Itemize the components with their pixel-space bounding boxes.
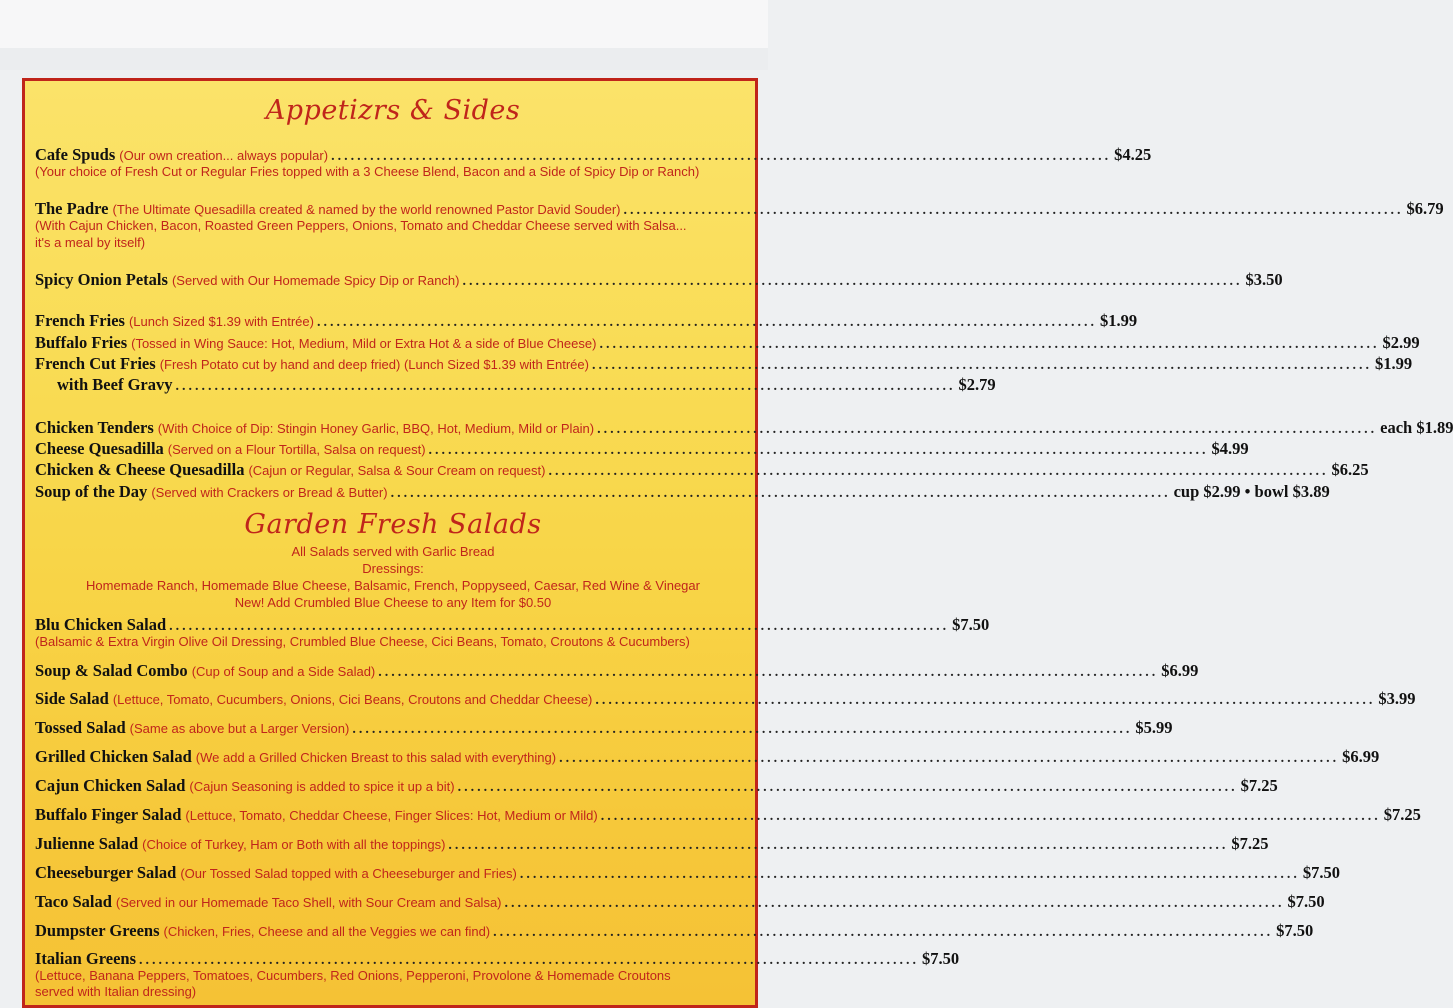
item-desc: (Choice of Turkey, Ham or Both with all the toppings) xyxy=(142,837,446,852)
item-desc: (With Choice of Dip: Stingin Honey Garlic, BBQ, Hot, Medium, Mild or Plain) xyxy=(157,421,595,436)
item-name: Buffalo Finger Salad xyxy=(35,805,182,824)
item-price: $7.25 xyxy=(1231,834,1269,853)
item-name: Buffalo Fries xyxy=(35,333,128,352)
item-desc: (Cup of Soup and a Side Salad) xyxy=(191,664,376,679)
dot-leader: ........................................................................................................................ xyxy=(595,693,1376,708)
item-name: Cajun Chicken Salad xyxy=(35,776,186,795)
menu-item-french-fries xyxy=(35,311,1138,330)
menu-item-french-cut-fries xyxy=(35,354,1413,373)
item-price: $7.50 xyxy=(1302,863,1340,882)
item-name: Grilled Chicken Salad xyxy=(35,747,192,766)
item-name: Tossed Salad xyxy=(35,718,126,737)
item-price: cup $2.99 • bowl $3.89 xyxy=(1173,482,1330,501)
dot-leader: ........................................................................................................................ xyxy=(139,953,919,968)
dot-leader: ........................................................................................................................ xyxy=(591,358,1372,373)
item-price: $7.50 xyxy=(922,949,960,968)
menu-item-side-salad xyxy=(35,689,1416,708)
menu-item-soup-salad-combo xyxy=(35,661,1199,680)
dot-leader: ........................................................................................................................ xyxy=(597,422,1378,437)
item-desc: (Lettuce, Tomato, Cucumbers, Onions, Cici Beans, Croutons and Cheddar Cheese) xyxy=(112,692,593,707)
item-price: $7.25 xyxy=(1240,776,1278,795)
item-name: Taco Salad xyxy=(35,892,112,911)
item-subdesc: (Balsamic & Extra Virgin Olive Oil Dressing, Crumbled Blue Cheese, Cici Beans, Tomato, Croutons & Cucumbers) xyxy=(35,634,690,649)
menu-item-tossed-salad xyxy=(35,718,1173,737)
dot-leader: ........................................................................................................................ xyxy=(169,619,950,634)
menu-item-grilled-chicken-salad xyxy=(35,747,1380,766)
dot-leader: ........................................................................................................................ xyxy=(390,486,1171,501)
item-subdesc: (Your choice of Fresh Cut or Regular Fries topped with a 3 Cheese Blend, Bacon and a Side of Spicy Dip or Ranch) xyxy=(35,164,700,179)
item-desc: (Served on a Flour Tortilla, Salsa on request) xyxy=(167,442,426,457)
item-price: $7.50 xyxy=(1287,892,1325,911)
item-name: Side Salad xyxy=(35,689,109,708)
menu-item-soup-of-the-day xyxy=(35,482,1330,501)
menu-item-cafe-spuds xyxy=(35,145,1152,164)
dot-leader: ........................................................................................................................ xyxy=(519,867,1300,882)
item-desc: (Served in our Homemade Taco Shell, with Sour Cream and Salsa) xyxy=(115,895,502,910)
item-price: $6.99 xyxy=(1161,661,1199,680)
page-top-margin xyxy=(0,0,768,48)
menu-item-cajun-chicken-salad xyxy=(35,776,1278,795)
item-price: $7.50 xyxy=(952,615,990,634)
dot-leader: ........................................................................................................................ xyxy=(559,751,1340,766)
item-name: Chicken & Cheese Quesadilla xyxy=(35,460,245,479)
menu-item-cheeseburger-salad xyxy=(35,863,1340,882)
item-name: French Cut Fries xyxy=(35,354,156,373)
dot-leader: ........................................................................................................................ xyxy=(331,149,1112,164)
appetizers-heading: Appetizrs & Sides xyxy=(265,95,521,126)
dot-leader: ........................................................................................................................ xyxy=(448,838,1229,853)
dot-leader: ........................................................................................................................ xyxy=(316,315,1097,330)
item-subdesc: (Lettuce, Banana Peppers, Tomatoes, Cucumbers, Red Onions, Pepperoni, Provolone & Homemade Croutons xyxy=(35,968,671,983)
dot-leader: ........................................................................................................................ xyxy=(428,443,1209,458)
item-name: Dumpster Greens xyxy=(35,921,160,940)
menu-item-spicy-onion-petals xyxy=(35,270,1283,289)
dot-leader: ........................................................................................................................ xyxy=(623,203,1404,218)
item-subdesc: (With Cajun Chicken, Bacon, Roasted Green Peppers, Onions, Tomato and Cheddar Cheese served with Salsa... xyxy=(35,218,687,233)
item-desc: (Our Tossed Salad topped with a Cheeseburger and Fries) xyxy=(180,866,517,881)
item-price: $4.99 xyxy=(1211,439,1249,458)
item-desc: (Served with Our Homemade Spicy Dip or Ranch) xyxy=(171,273,460,288)
dot-leader: ........................................................................................................................ xyxy=(493,925,1274,940)
item-price: $7.25 xyxy=(1383,805,1421,824)
item-name: Julienne Salad xyxy=(35,834,139,853)
item-price: $1.99 xyxy=(1099,311,1138,330)
item-price: $6.79 xyxy=(1406,199,1444,218)
item-price: $1.99 xyxy=(1374,354,1413,373)
menu-item-buffalo-fries xyxy=(35,333,1420,352)
dot-leader: ........................................................................................................................ xyxy=(378,665,1159,680)
item-name: with Beef Gravy xyxy=(57,375,173,394)
item-desc: (Cajun or Regular, Salsa & Sour Cream on request) xyxy=(248,463,546,478)
item-price: $6.25 xyxy=(1331,460,1369,479)
item-name: French Fries xyxy=(35,311,125,330)
item-desc: (Cajun Seasoning is added to spice it up a bit) xyxy=(189,779,455,794)
menu-item-cheese-quesadilla xyxy=(35,439,1249,458)
item-name: The Padre xyxy=(35,199,109,218)
item-price: $3.99 xyxy=(1378,689,1416,708)
garlic-bread-note: All Salads served with Garlic Bread xyxy=(291,544,495,559)
dressings-list: Homemade Ranch, Homemade Blue Cheese, Balsamic, French, Poppyseed, Caesar, Red Wine & Vinegar xyxy=(86,578,700,593)
dot-leader: ........................................................................................................................ xyxy=(548,464,1329,479)
item-desc: (Our own creation... always popular) xyxy=(119,148,329,163)
menu-item-julienne-salad xyxy=(35,834,1269,853)
menu-item-chicken-cheese-quesadilla xyxy=(35,460,1369,479)
item-name: Chicken Tenders xyxy=(35,418,154,437)
menu-item-the-padre xyxy=(35,199,1444,218)
item-name: Cafe Spuds xyxy=(35,145,116,164)
item-price: $2.99 xyxy=(1382,333,1420,352)
item-desc: (Same as above but a Larger Version) xyxy=(129,721,350,736)
dot-leader: ........................................................................................................................ xyxy=(599,337,1380,352)
dot-leader: ........................................................................................................................ xyxy=(504,896,1285,911)
item-price: each $1.89 xyxy=(1380,418,1453,437)
item-price: $3.50 xyxy=(1245,270,1283,289)
blue-cheese-note: New! Add Crumbled Blue Cheese to any Item for $0.50 xyxy=(234,595,552,610)
item-name: Italian Greens xyxy=(35,949,136,968)
menu-item-buffalo-finger-salad xyxy=(35,805,1421,824)
dressings-label: Dressings: xyxy=(362,561,424,576)
page-top-band xyxy=(0,48,768,70)
dot-leader: ........................................................................................................................ xyxy=(352,722,1133,737)
menu-item-taco-salad xyxy=(35,892,1325,911)
item-name: Blu Chicken Salad xyxy=(35,615,167,634)
item-name: Cheeseburger Salad xyxy=(35,863,177,882)
item-price: $7.50 xyxy=(1276,921,1314,940)
item-price: $6.99 xyxy=(1342,747,1380,766)
item-desc: (Served with Crackers or Bread & Butter) xyxy=(151,485,388,500)
item-desc: (Fresh Potato cut by hand and deep fried) (Lunch Sized $1.39 with Entrée) xyxy=(159,357,589,372)
dot-leader: ........................................................................................................................ xyxy=(600,809,1381,824)
dot-leader: ........................................................................................................................ xyxy=(175,379,956,394)
dot-leader: ........................................................................................................................ xyxy=(457,780,1238,795)
menu-panel xyxy=(22,78,1453,1008)
menu-item-italian-greens xyxy=(35,949,960,968)
item-desc: (Lettuce, Tomato, Cheddar Cheese, Finger Slices: Hot, Medium or Mild) xyxy=(185,808,598,823)
item-desc: (Lunch Sized $1.39 with Entrée) xyxy=(128,314,314,329)
item-name: Soup of the Day xyxy=(35,482,148,501)
item-name: Cheese Quesadilla xyxy=(35,439,164,458)
item-name: Soup & Salad Combo xyxy=(35,661,188,680)
item-desc: (Tossed in Wing Sauce: Hot, Medium, Mild or Extra Hot & a side of Blue Cheese) xyxy=(131,336,597,351)
item-desc: (The Ultimate Quesadilla created & named by the world renowned Pastor David Souder) xyxy=(112,202,621,217)
menu-item-blu-chicken-salad xyxy=(35,615,990,634)
item-price: $5.99 xyxy=(1135,718,1173,737)
item-desc: (We add a Grilled Chicken Breast to this salad with everything) xyxy=(195,750,557,765)
item-subdesc: it's a meal by itself) xyxy=(35,235,146,250)
item-subdesc: served with Italian dressing) xyxy=(35,984,197,999)
item-price: $2.79 xyxy=(958,375,996,394)
menu-item-chicken-tenders xyxy=(35,418,1453,437)
salads-heading: Garden Fresh Salads xyxy=(244,509,542,540)
item-name: Spicy Onion Petals xyxy=(35,270,168,289)
item-desc: (Chicken, Fries, Cheese and all the Veggies we can find) xyxy=(163,924,491,939)
item-price: $4.25 xyxy=(1114,145,1152,164)
dot-leader: ........................................................................................................................ xyxy=(462,274,1243,289)
menu-item-beef-gravy xyxy=(35,375,996,394)
menu-item-dumpster-greens xyxy=(35,921,1314,940)
